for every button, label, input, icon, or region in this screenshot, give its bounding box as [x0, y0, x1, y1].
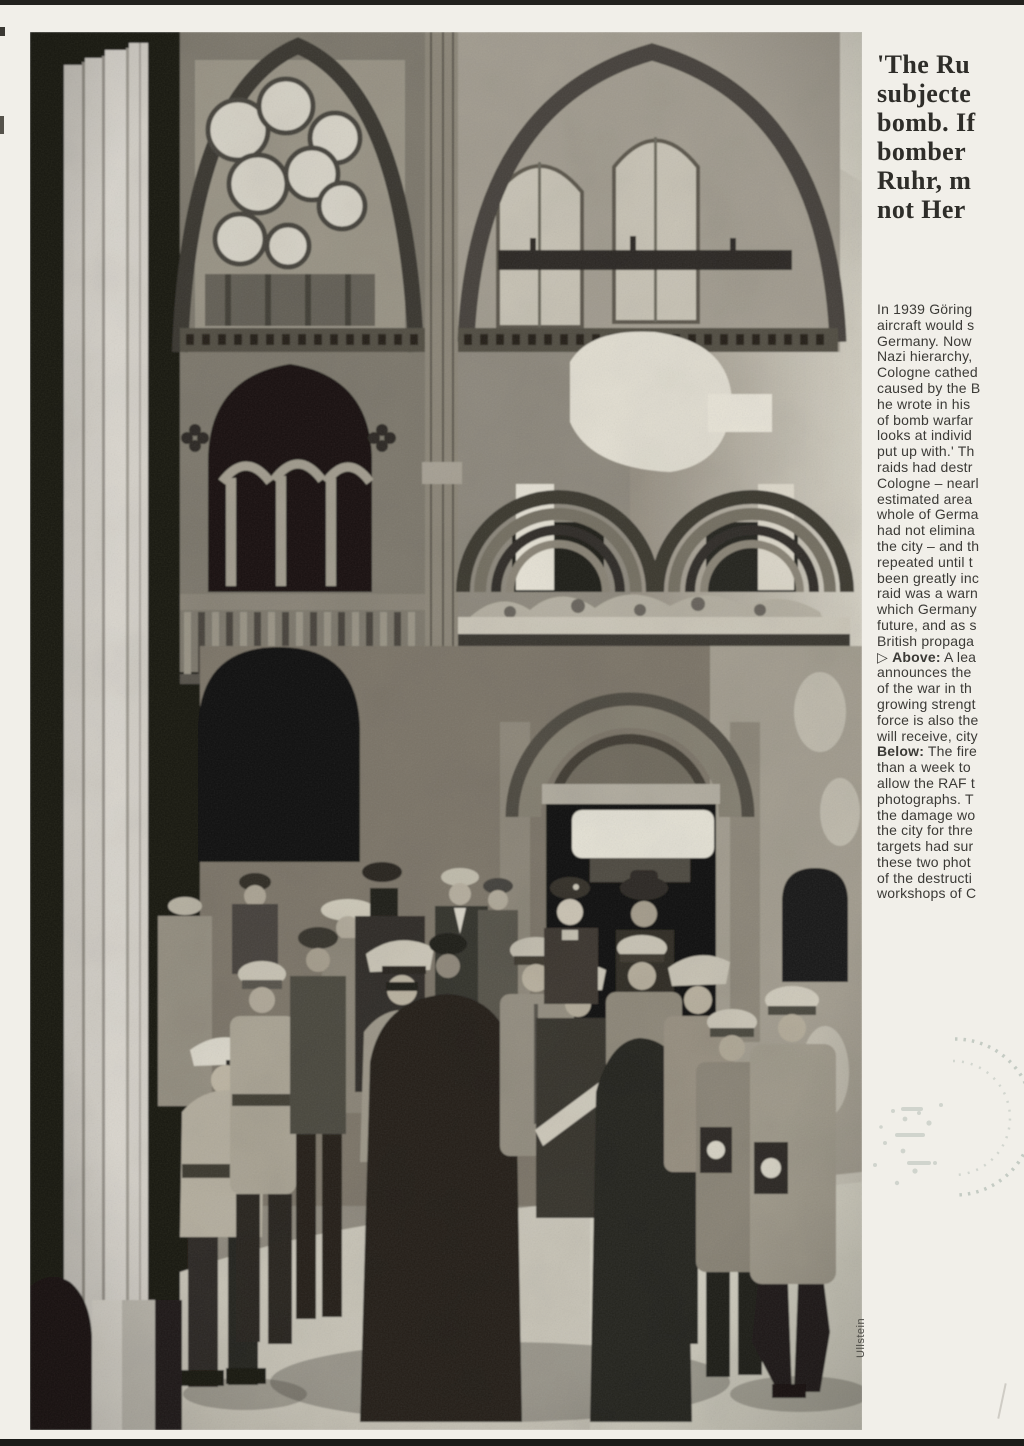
pull-quote: [877, 50, 1024, 224]
caption-line: whole of Germa: [877, 506, 979, 523]
photo-credit: Ullstein: [855, 1317, 867, 1358]
caption-line: of the war in th: [877, 680, 973, 697]
quote-line: Ruhr, m: [877, 166, 972, 195]
caption-line: ▷ Above: A lea: [877, 648, 977, 665]
caption-line: British propaga: [877, 632, 975, 649]
quote-line: 'The Ru: [877, 50, 971, 79]
quote-line: bomb. If: [877, 108, 976, 137]
caption-line: he wrote in his: [877, 395, 971, 412]
caption-line: put up with.' Th: [877, 443, 975, 460]
quote-line: not Her: [877, 195, 966, 224]
caption-line: Nazi hierarchy,: [877, 348, 973, 365]
caption-line: workshops of C: [877, 885, 977, 902]
caption-line: estimated area: [877, 490, 973, 507]
caption-line: announces the: [877, 664, 972, 681]
cathedral-ruins-illustration: [30, 32, 862, 1430]
caption-line: targets had sur: [877, 838, 974, 855]
caption-line: of bomb warfar: [877, 411, 974, 428]
caption-line: aircraft would s: [877, 316, 975, 333]
press-photo: [30, 32, 862, 1430]
caption-line: which Germany: [877, 601, 977, 618]
caption-line: been greatly inc: [877, 569, 980, 586]
caption-line: repeated until t: [877, 553, 973, 570]
caption-line: than a week to: [877, 759, 971, 776]
quote-line: subjecte: [877, 79, 972, 108]
caption-line: future, and as s: [877, 616, 977, 633]
caption-line: the damage wo: [877, 806, 976, 823]
caption-line: Germany. Now: [877, 332, 972, 349]
caption-line: looks at individ: [877, 427, 973, 444]
caption-line: Cologne cathed: [877, 364, 978, 381]
caption-line: of the destructi: [877, 869, 973, 886]
caption-line: photographs. T: [877, 790, 974, 807]
caption-line: raid was a warn: [877, 585, 979, 602]
caption-line: allow the RAF t: [877, 774, 975, 791]
caption-line: growing strengt: [877, 695, 976, 712]
quote-line: bomber: [877, 137, 967, 166]
archive-stamp: [845, 1015, 1024, 1225]
caption-line: raids had destr: [877, 458, 973, 475]
caption-line: force is also the: [877, 711, 979, 728]
margin-speck: [0, 116, 4, 134]
caption-line: Below: The fire: [877, 743, 977, 760]
scan-edge-bottom: [0, 1439, 1024, 1446]
margin-speck: [0, 27, 5, 36]
caption-line: Cologne – nearl: [877, 474, 979, 491]
caption-line: the city – and th: [877, 537, 980, 554]
caption-text-column: [877, 302, 1024, 902]
scratch-mark: [997, 1383, 1006, 1419]
caption-line: these two phot: [877, 853, 971, 870]
caption-line: had not elimina: [877, 522, 975, 539]
caption-line: In 1939 Göring: [877, 301, 973, 317]
caption-line: caused by the B: [877, 379, 981, 396]
caption-line: will receive, city: [877, 727, 978, 744]
scan-edge-top: [0, 0, 1024, 5]
caption-line: the city for thre: [877, 822, 973, 839]
